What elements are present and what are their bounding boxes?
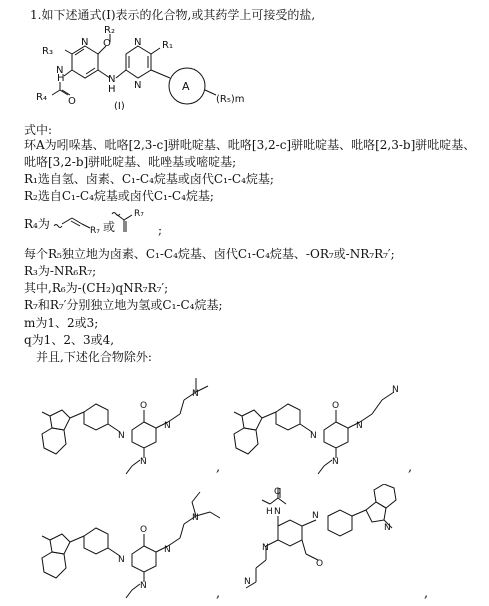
c4-n-label-a: N <box>274 507 281 517</box>
c3-n-label-d: N <box>118 555 125 565</box>
c3-n-label-b: N <box>192 513 199 523</box>
linker-n-label: N <box>108 74 116 85</box>
ring-a-label: A <box>182 80 190 93</box>
c1-n-label-c: N <box>140 457 147 467</box>
r4-label: R₄ <box>36 92 47 103</box>
r3-definition: R₃为-NR₆R₇; <box>24 264 97 278</box>
pyrimidine-n2-label: N <box>134 80 142 91</box>
amide-n-label: N <box>56 65 64 76</box>
r4-prefix: R₄为 <box>24 217 50 231</box>
q-definition: q为1、2、3或4, <box>24 333 115 347</box>
r5m-label: (R₅)m <box>216 94 245 105</box>
c4-n-label-c: N <box>244 577 251 587</box>
r4-r7-label-a: R₇ <box>90 226 100 236</box>
amide-o-label: O <box>68 96 76 107</box>
general-formula-structure <box>30 24 280 110</box>
c4-h-label: H <box>266 507 273 517</box>
c2-n-label-b: N <box>392 385 399 395</box>
r3-label: R₃ <box>42 46 53 57</box>
r7-definition: R₇和R₇′分别独立地为氢或C₁-C₄烷基; <box>24 298 223 312</box>
c1-o-label: O <box>140 401 148 411</box>
pyrimidine-n1-label: N <box>134 37 142 48</box>
r4-r7-label-b: R₇ <box>134 209 144 219</box>
c4-n-label-b: N <box>262 543 269 553</box>
linker-h-label: H <box>108 84 116 95</box>
c1-n-label-d: N <box>118 431 125 441</box>
c1-n-label-b: N <box>192 389 199 399</box>
r2-definition: R₂选自C₁-C₄烷基或卤代C₁-C₄烷基; <box>24 189 214 203</box>
r6-definition: 其中,R₆为-(CH₂)qNR₇R₇′; <box>24 281 169 295</box>
comma-1: , <box>216 460 221 475</box>
c4-n-label-e: N <box>384 523 391 533</box>
c2-n-label-c: N <box>332 457 339 467</box>
formula-label: (Ⅰ) <box>114 101 125 110</box>
ring-a-def-line1: 环A为吲哚基、吡咯[2,3-c]骈吡啶基、吡咯[3,2-c]骈吡啶基、吡咯[2,3-b]骈吡啶基、 <box>24 138 476 152</box>
ring-a-def-line2: 吡咯[3,2-b]骈吡啶基、吡唑基或嘧啶基; <box>24 155 237 169</box>
r5-definition: 每个R₅独立地为卤素、C₁-C₄烷基、卤代C₁-C₄烷基、-OR₇或-NR₇R₇′; <box>24 247 395 261</box>
exclusion-statement: 并且,下述化合物除外: <box>36 350 152 364</box>
c3-n-label-a: N <box>164 545 171 555</box>
claim-title: 1.如下述通式(I)表示的化合物,或其药学上可接受的盐, <box>30 8 316 22</box>
c2-n-label-d: N <box>310 431 317 441</box>
wherein-label: 式中: <box>24 123 53 137</box>
comma-3: , <box>216 586 221 601</box>
r4-or: 或 <box>103 220 116 234</box>
excluded-compound-4 <box>242 484 452 602</box>
r2-label: R₂ <box>104 25 115 36</box>
c4-o-label: O <box>274 487 282 497</box>
comma-4: , <box>424 586 429 601</box>
r1-definition: R₁选自氢、卤素、C₁-C₄烷基或卤代C₁-C₄烷基; <box>24 172 274 186</box>
pyridine-n-label: N <box>81 37 89 48</box>
c2-n-label-a: N <box>356 421 363 431</box>
comma-2: , <box>408 460 413 475</box>
o-label: O <box>103 38 111 49</box>
c3-n-label-c: N <box>140 581 147 591</box>
c3-o-label: O <box>140 525 148 535</box>
c4-n-label-d: N <box>312 511 319 521</box>
r4-end: ; <box>158 223 163 237</box>
amide-h-label: H <box>57 73 65 84</box>
c4-o-label-b: O <box>316 559 324 569</box>
c2-o-label: O <box>332 401 340 411</box>
m-definition: m为1、2或3; <box>24 316 99 330</box>
r1-label: R₁ <box>162 40 173 51</box>
c1-n-label-a: N <box>164 421 171 431</box>
excluded-compound-3 <box>40 484 250 602</box>
